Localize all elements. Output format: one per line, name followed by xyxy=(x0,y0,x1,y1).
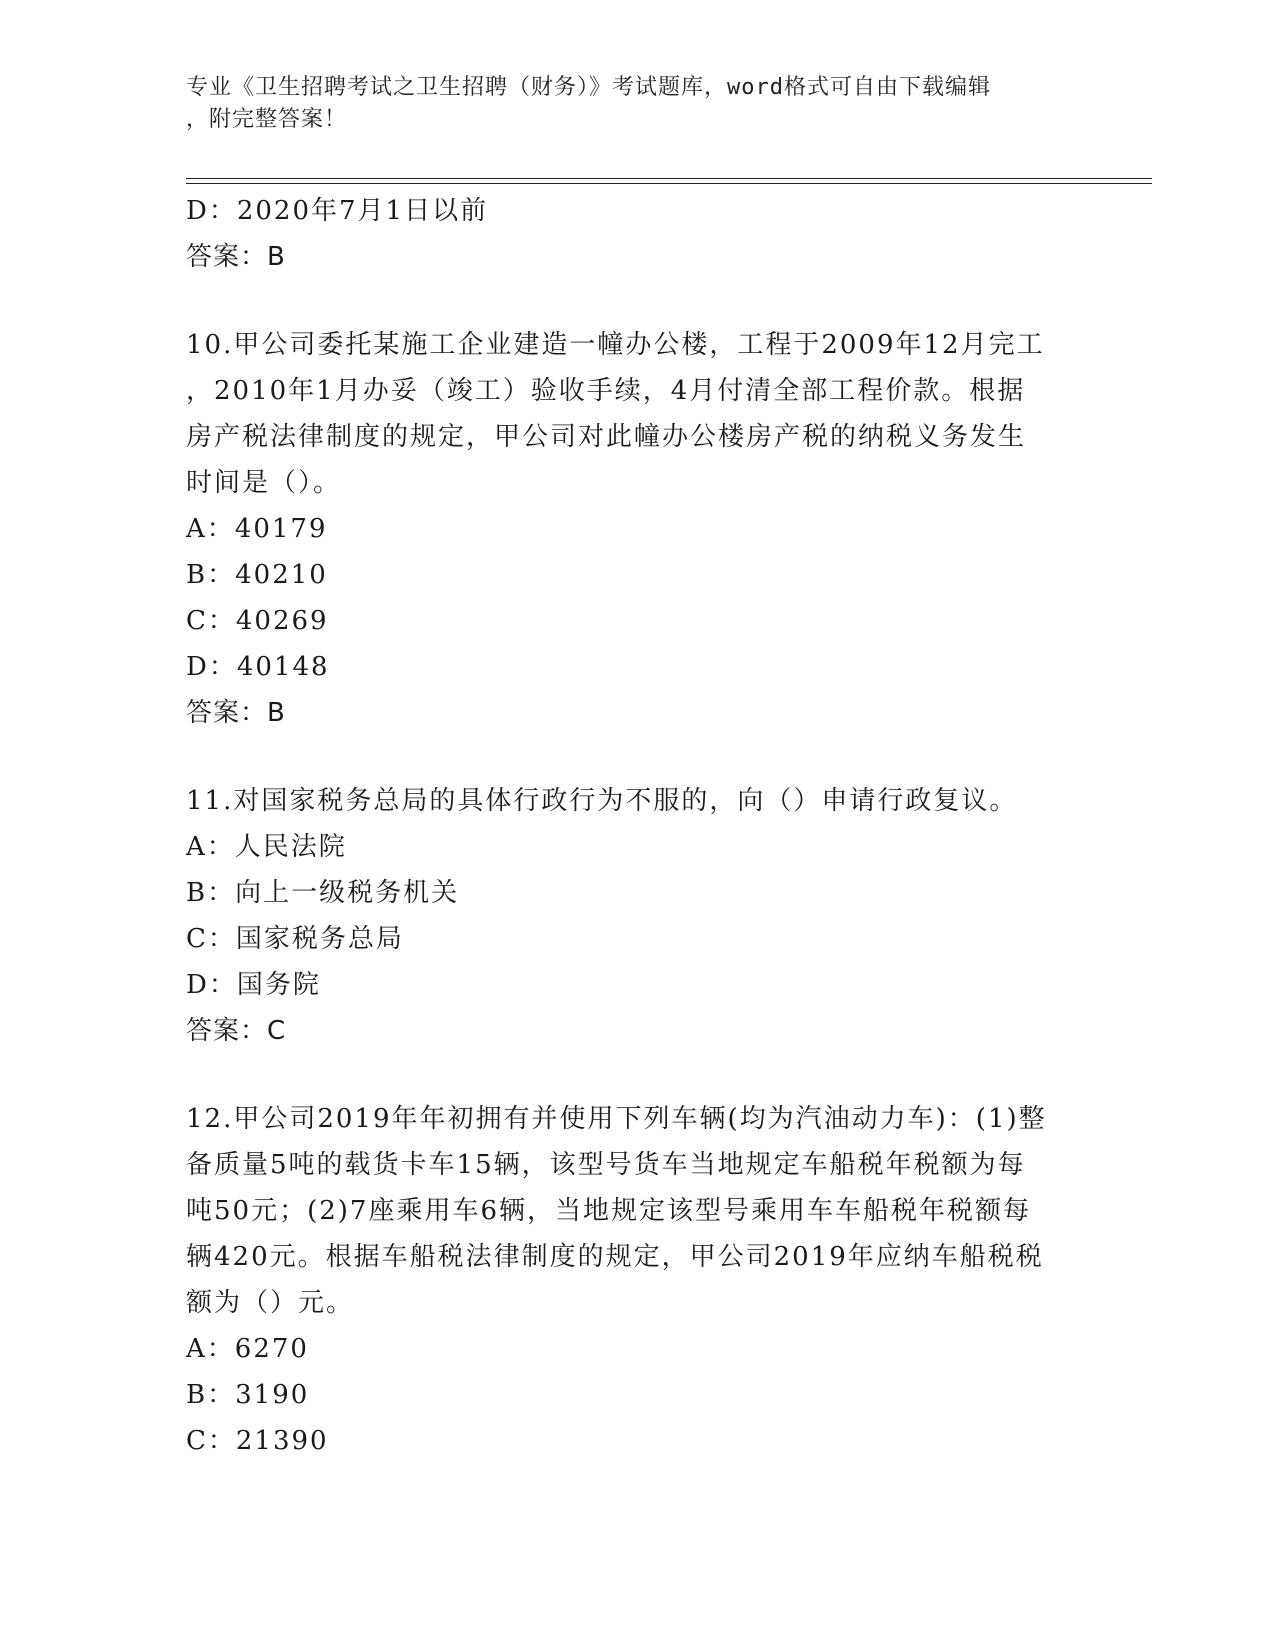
q10-stem-line: ，2010年1月办妥（竣工）验收手续，4月付清全部工程价款。根据 xyxy=(186,376,1026,406)
q10-option-a: A：40179 xyxy=(186,514,328,544)
q10-stem-line: 10.甲公司委托某施工企业建造一幢办公楼，工程于2009年12月完工 xyxy=(186,330,1045,360)
question-9-tail xyxy=(186,188,1086,280)
q10-option-d: D：40148 xyxy=(186,652,330,682)
q11-option-d: D：国务院 xyxy=(186,970,321,1000)
header-rule-bottom xyxy=(186,183,1152,184)
q11-option-a: A：人民法院 xyxy=(186,832,347,862)
spacer xyxy=(186,736,1086,778)
q11-option-c: C：国家税务总局 xyxy=(186,924,404,954)
q11-answer: 答案：C xyxy=(186,1016,287,1046)
q12-stem-line: 辆420元。根据车船税法律制度的规定，甲公司2019年应纳车船税税 xyxy=(186,1242,1044,1272)
q12-stem-line: 备质量5吨的载货卡车15辆，该型号货车当地规定车船税年税额为每 xyxy=(186,1150,1026,1180)
q10-answer: 答案：B xyxy=(186,698,286,728)
q12-stem-line: 额为（）元。 xyxy=(186,1288,355,1318)
spacer xyxy=(186,280,1086,322)
header-rule-top xyxy=(186,178,1152,179)
q12-option-c: C：21390 xyxy=(186,1426,329,1456)
q9-answer: 答案：B xyxy=(186,242,286,272)
spacer xyxy=(186,1054,1086,1096)
q11-stem xyxy=(186,778,1086,824)
q10-stem-line: 房产税法律制度的规定，甲公司对此幢办公楼房产税的纳税义务发生 xyxy=(186,422,1027,452)
question-12 xyxy=(186,1096,1086,1464)
document-header xyxy=(186,72,1086,136)
q11-stem-line: 11.对国家税务总局的具体行政行为不服的，向（）申请行政复议。 xyxy=(186,786,1018,816)
q10-option-c: C：40269 xyxy=(186,606,329,636)
q12-option-a: A：6270 xyxy=(186,1334,309,1364)
q10-stem-line: 时间是（）。 xyxy=(186,468,342,498)
header-line-2: ，附完整答案！ xyxy=(186,107,348,132)
q11-option-b: B：向上一级税务机关 xyxy=(186,878,460,908)
question-10 xyxy=(186,322,1086,736)
document-body xyxy=(186,188,1086,1464)
q12-stem-line: 吨50元；(2)7座乘用车6辆，当地规定该型号乘用车车船税年税额每 xyxy=(186,1196,1031,1226)
header-line-1: 专业《卫生招聘考试之卫生招聘（财务）》考试题库，word格式可自由下载编辑 xyxy=(186,75,991,100)
q12-stem xyxy=(186,1096,1086,1326)
q10-option-b: B：40210 xyxy=(186,560,328,590)
q10-stem xyxy=(186,322,1086,506)
q12-stem-line: 12.甲公司2019年年初拥有并使用下列车辆(均为汽油动力车)：(1)整 xyxy=(186,1104,1047,1134)
q9-option-d: D：2020年7月1日以前 xyxy=(186,196,489,226)
q12-option-b: B：3190 xyxy=(186,1380,310,1410)
question-11 xyxy=(186,778,1086,1054)
